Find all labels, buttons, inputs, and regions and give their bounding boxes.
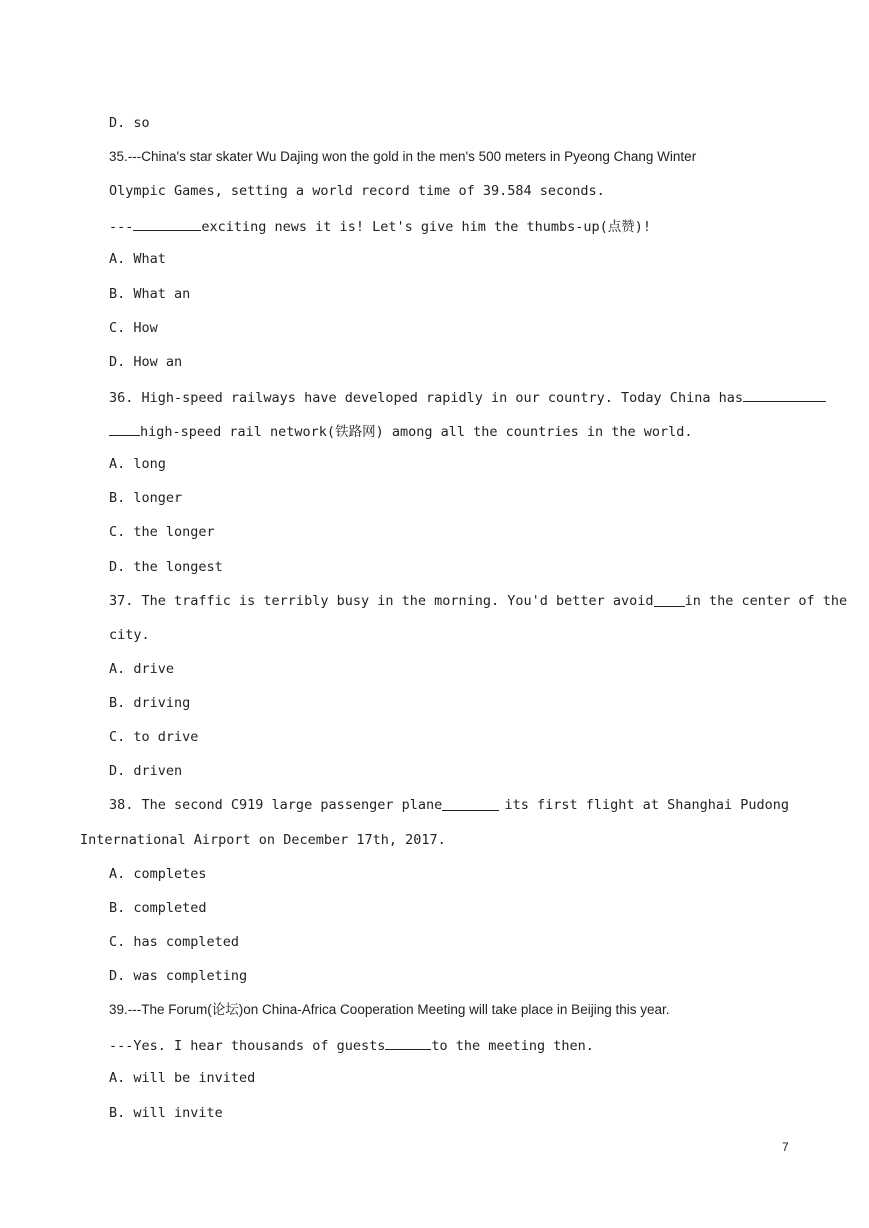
- option-a: A. completes: [109, 866, 207, 882]
- option-b: B. will invite: [109, 1105, 223, 1121]
- answer-blank: [743, 387, 826, 402]
- stem-text: in the center of the: [684, 593, 848, 609]
- question-39-reply: [109, 1035, 594, 1055]
- option-a: A. drive: [109, 661, 175, 677]
- stem-text: 37. The traffic is terribly busy in the morning. You'd better avoid: [109, 593, 654, 609]
- option-d: D. How an: [109, 354, 183, 370]
- question-36-stem-line-2: [109, 421, 693, 441]
- question-35-stem-line-2: Olympic Games, setting a world record time of 39.584 seconds.: [109, 183, 605, 199]
- option-b: B. longer: [109, 490, 183, 506]
- stem-text: its first flight at Shanghai Pudong: [504, 797, 789, 813]
- option-b: B. completed: [109, 900, 207, 916]
- question-38-stem-line-1: [109, 796, 789, 814]
- option-c: C. How: [109, 320, 158, 336]
- question-36-stem-line-1: [109, 387, 826, 407]
- answer-blank: [442, 796, 499, 811]
- reply-prefix: ---: [109, 219, 134, 235]
- option-d: D. was completing: [109, 968, 248, 984]
- answer-blank: [654, 592, 685, 607]
- option-a: A. What: [109, 251, 166, 267]
- reply-suffix: exciting news it is! Let's give him the thumbs-up(点赞)!: [201, 219, 652, 235]
- option-c: C. the longer: [109, 524, 215, 540]
- reply-text: to the meeting then.: [431, 1038, 594, 1054]
- question-37-stem-line-2: city.: [109, 627, 150, 643]
- stem-text: 38. The second C919 large passenger plane: [109, 797, 443, 813]
- option-d: D. driven: [109, 763, 183, 779]
- option-a: A. long: [109, 456, 166, 472]
- option-c: C. has completed: [109, 934, 240, 950]
- stem-text: 36. High-speed railways have developed rapidly in our country. Today China has: [109, 390, 743, 406]
- option-a: A. will be invited: [109, 1070, 256, 1086]
- answer-blank: [133, 216, 201, 231]
- option-d: D. so: [109, 115, 150, 131]
- reply-text: ---Yes. I hear thousands of guests: [109, 1038, 386, 1054]
- question-38-stem-line-2: International Airport on December 17th, 2017.: [80, 832, 446, 848]
- answer-blank: [385, 1035, 431, 1050]
- option-c: C. to drive: [109, 729, 199, 745]
- question-37-stem-line-1: [109, 592, 848, 610]
- stem-text: high-speed rail network(铁路网) among all the countries in the world.: [140, 424, 693, 440]
- question-39-stem-line-1: 39.---The Forum(论坛)on China-Africa Cooperation Meeting will take place in Beijing this year.: [109, 1002, 670, 1017]
- page-number: 7: [782, 1140, 789, 1154]
- question-35-stem-line-1: 35.---China's star skater Wu Dajing won the gold in the men's 500 meters in Pyeong Chang Winter: [109, 149, 697, 164]
- question-35-reply: [109, 216, 651, 236]
- option-d: D. the longest: [109, 559, 223, 575]
- option-b: B. driving: [109, 695, 191, 711]
- option-b: B. What an: [109, 286, 191, 302]
- answer-blank: [109, 421, 140, 436]
